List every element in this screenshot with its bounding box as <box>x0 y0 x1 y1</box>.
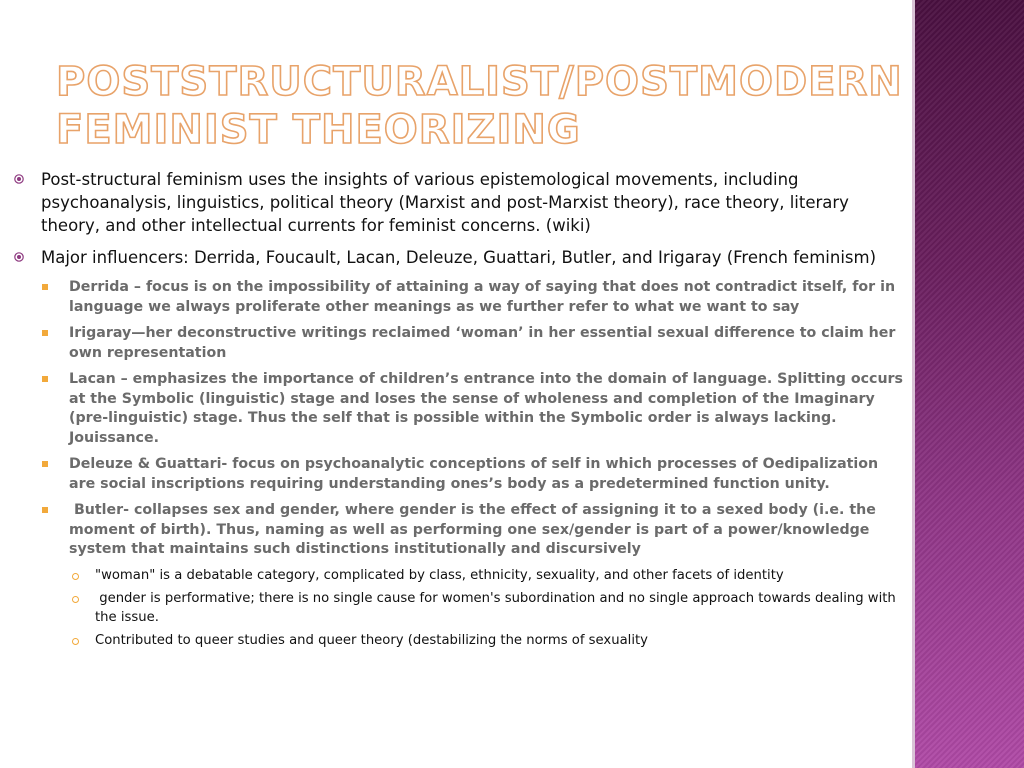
square-bullet-icon <box>42 461 48 467</box>
circled-dot-icon <box>14 252 24 262</box>
square-bullet-icon <box>42 507 48 513</box>
title-line-1: POSTSTRUCTURALIST/POSTMODERN <box>56 59 903 105</box>
square-bullet-icon <box>42 284 48 290</box>
bullet-level3 <box>70 590 904 627</box>
bullet-text: Lacan – emphasizes the importance of children’s entrance into the domain of language. Splitting occurs at the Symbolic (linguistic) stage and loses the sense of wholeness and completion of the Imaginary (pre-linguistic) stage. Thus the self that is possible within the Symbolic order is always lacking. Jouissance. <box>69 371 903 446</box>
bullet-level3 <box>70 632 904 651</box>
bullet-text: Butler- collapses sex and gender, where gender is the effect of assigning it to a sexed body (i.e. the moment of birth). Thus, naming as well as performing one sex/gender is part of a power/knowledge system that maintains such distinctions institutionally and discursively <box>69 502 881 557</box>
bullet-text: Post-structural feminism uses the insights of various epistemological movements, including psychoanalysis, linguistics, political theory (Marxist and post-Marxist theory), race theory, literary theory, and other intellectual currents for feminist concerns. (wiki) <box>41 170 849 235</box>
square-bullet-icon <box>42 330 48 336</box>
bullet-text: "woman" is a debatable category, complicated by class, ethnicity, sexuality, and other facets of identity <box>95 567 784 583</box>
title-line-2: FEMINIST THEORIZING <box>56 107 581 153</box>
decorative-side-panel <box>912 0 1024 768</box>
bullet-level2 <box>42 370 904 448</box>
square-bullet-icon <box>42 376 48 382</box>
bullet-level2 <box>42 455 904 494</box>
bullet-text: Contributed to queer studies and queer theory (destabilizing the norms of sexuality <box>95 633 648 648</box>
bullet-level3 <box>70 567 904 586</box>
bullet-level2 <box>42 501 904 560</box>
bullet-level2 <box>42 278 904 317</box>
slide-content <box>14 168 904 656</box>
hollow-circle-bullet-icon <box>72 638 79 645</box>
bullet-level1 <box>14 246 904 269</box>
bullet-level2 <box>42 324 904 363</box>
bullet-text: Derrida – focus is on the impossibility of attaining a way of saying that does not contradict itself, for in language we always proliferate other meanings as we further refer to what we want to say <box>69 279 896 315</box>
bullet-text: Deleuze & Guattari- focus on psychoanalytic conceptions of self in which processes of Oedipalization are social inscriptions requiring understanding ones’s body as a predetermined function unity. <box>69 456 879 492</box>
slide-title <box>56 58 903 154</box>
bullet-text: Irigaray—her deconstructive writings reclaimed ‘woman’ in her essential sexual difference to claim her own representation <box>69 325 896 361</box>
bullet-text: Major influencers: Derrida, Foucault, Lacan, Deleuze, Guattari, Butler, and Irigaray (French feminism) <box>41 248 877 267</box>
circled-dot-icon <box>14 174 24 184</box>
side-panel-edge <box>912 0 915 768</box>
hollow-circle-bullet-icon <box>72 573 79 580</box>
hollow-circle-bullet-icon <box>72 596 79 603</box>
bullet-level1 <box>14 168 904 237</box>
bullet-text: gender is performative; there is no single cause for women's subordination and no single approach towards dealing with the issue. <box>95 591 900 625</box>
